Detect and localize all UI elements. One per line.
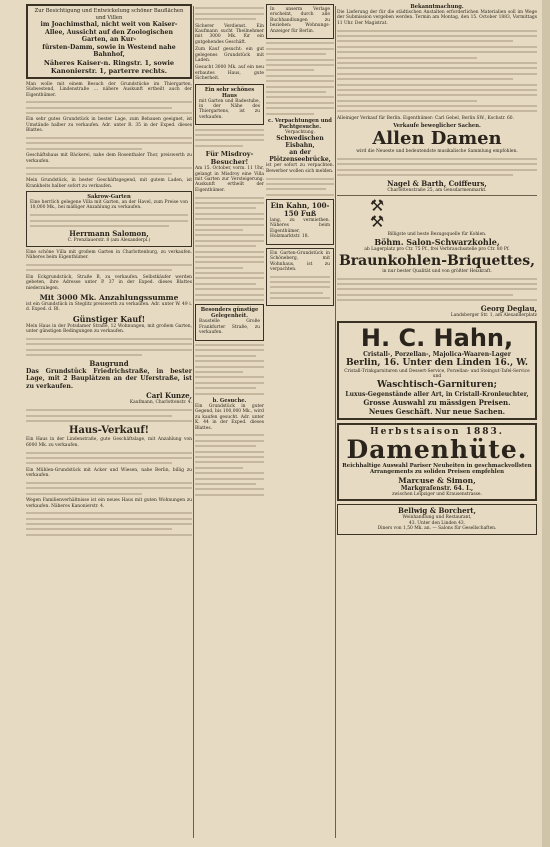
classified-ad: Mein Grundstück, in bester Geschäftsgegend, mit gutem Laden, ist Krankheits halber sofort zu verkaufen. <box>26 178 192 189</box>
ad-name: Marcuse & Simon, <box>398 476 476 485</box>
ad-headline: Böhm. Salon-Schwarzkohle, <box>374 237 500 248</box>
text-block <box>266 42 334 114</box>
page-edge <box>542 0 550 847</box>
ad-box-hahn <box>337 321 537 420</box>
ad-headline-allen-damen: Allen Damen <box>372 128 502 150</box>
ad-text: mit Garten und Badestube, in der Nähe des Thiergartens, ist zu verkaufen. <box>199 98 260 120</box>
ad-title: Günstiger Kauf! <box>72 313 146 324</box>
section-heading: Verkaufe beweglicher Sachen. <box>393 123 481 130</box>
text-block <box>195 434 264 495</box>
crossed-hammers-icon: ⚒ ⚒ <box>369 196 505 232</box>
ad-subtitle: Weinhandlung und Restaurant, <box>402 515 472 521</box>
ad-text: Billigste und beste Bezugsquelle für Kohlen. <box>387 232 487 238</box>
ad-box-kahn <box>266 199 334 245</box>
classified-ad: Ein Mühlen-Grundstück mit Acker und Wiesen, nahe Berlin, billig zu verkaufen. <box>26 467 192 479</box>
ad-box <box>266 4 334 39</box>
ad-headline: Waschtisch-Garnituren; <box>377 379 497 390</box>
text-block <box>195 344 264 395</box>
ad-text: Alleiniger Verkauf für Berlin. Eigenthümer: Carl Gebel, Berlin SW., Kochstr. 60. <box>337 115 514 121</box>
text-block <box>195 129 264 147</box>
header-ad-line: im Joachimsthal, nicht weit von Kaiser-Allee, Aussicht auf den Zoologischen Garten, an Kur- <box>40 21 178 44</box>
ad-name: Bellwig & Borchert, <box>398 506 476 516</box>
ad-text: Eine herrlich gelegene Villa mit Garten, an der Havel, zum Preise von 18,000 Mk., bei mäßiger Anzahlung zu verkaufen. <box>30 200 188 211</box>
ad-title: Ein Kahn, 100-150 Fuß <box>270 201 330 219</box>
ad-subtitle: Cristall-, Porzellan-, Majolica-Waaren-Lager <box>363 351 511 358</box>
ad-name: Georg Deglau, <box>480 303 537 313</box>
ad-title: Bekanntmachung. <box>410 4 464 10</box>
ad-text: Reichhaltige Auswahl Pariser Neuheiten in geschmackvollsten Arrangements zu soliden Preisen empfehlen <box>342 462 532 476</box>
ad-address: Landsberger Str. 1, am Alexanderplatz <box>450 312 537 318</box>
text-block <box>270 276 330 300</box>
ad-text: In unserm Verlage erscheint, durch alle Buchhandlungen zu beziehen: Wohnungs-Anzeiger für Berlin. <box>270 7 330 34</box>
ad-box-damenhuete <box>337 423 537 502</box>
column-rule <box>193 6 194 838</box>
ad-text: Baustelle Große Frankfurter Straße, zu verkaufen. <box>199 319 260 336</box>
header-ad-line: Näheres Kaiser-n. Ringstr. 1, sowie Kanonierstr. 1, parterre rechts. <box>43 58 175 75</box>
column-right <box>337 4 537 840</box>
text-block <box>26 452 192 465</box>
classified-ad: Eine schöne Villa mit großem Garten in Charlottenburg, zu verkaufen. Näheres beim Eigenthümer. <box>26 249 192 261</box>
ad-text: Ein Grundstück in guter Gegend, bis 100,000 Mk., wird zu kaufen gesucht. Adr. unter K. 44 in der Exped. dieses Blattes. <box>195 403 264 431</box>
ad-text: Am 15. October, vorm. 11 Uhr, gelangt in Misdroy eine Villa mit Garten zur Versteigerung. Auskunft ertheilt der Eigenthümer. <box>195 166 264 193</box>
ad-text: ist ein Grundstück in Steglitz preiswerth zu verkaufen. Adr. unter W. 49 i. d. Exped. d. Bl. <box>26 302 192 313</box>
ad-text: in nur bester Qualität und von größter Heizkraft. <box>382 268 492 274</box>
column-middle-right <box>266 4 334 840</box>
classified-ad: Sicherer Verdienst. Ein Kaufmann sucht Theilnehmer mit 3000 Mk. für ein gutgehendes Geschäft. <box>195 23 264 45</box>
ad-title: Besonders günstige Gelegenheit. <box>200 307 259 320</box>
ad-subtitle: Verpachtung. <box>285 129 315 135</box>
classified-ad: Ein sehr gutes Grundstück in bester Lage, zum Bebauen geeignet, ist Umstände halber zu verkaufen. Adr. unter R. 35 in der Exped. dieses Blattes. <box>26 117 192 134</box>
header-ad-line: fürsten-Damm, sowie in Westend nahe Bahnhof, <box>42 43 176 59</box>
text-block <box>26 409 192 422</box>
ad-title: Schwedischen Eisbahn, <box>276 135 324 150</box>
ad-box-sakrow <box>26 191 192 247</box>
text-block <box>26 512 192 536</box>
ad-text: ab Lagerplatz pro Ctr. 75 Pf., frei Verbrauchsstelle pro Ctr. 80 Pf. <box>364 247 510 253</box>
text-block <box>195 197 264 301</box>
ad-text: Die Lieferung der für die städtischen Anstalten erforderlichen Materialien soll im Wege der Submission vergeben werden. Termin am Montag, den 15. October 1883, Vormittags 11 Uhr. Der Magistrat. <box>337 10 537 26</box>
ad-text: Luxus-Gegenstände aller Art, in Cristall-Kronleuchter, <box>345 390 529 398</box>
ad-text: Neues Geschäft. Nur neue Sachen. <box>368 406 506 416</box>
text-block <box>26 137 192 150</box>
section-heading: c. Verpachtungen und Pachtgesuche. <box>268 117 332 130</box>
text-block <box>26 167 192 174</box>
ad-box <box>195 304 264 340</box>
column-rule <box>335 6 336 838</box>
classified-ad: Gesucht 3000 Mk. auf ein neu erbautes Haus, gute Sicherheit. <box>195 65 264 82</box>
header-ad-box <box>26 4 192 79</box>
ad-box <box>195 84 264 126</box>
ad-title: Sakrow-Garten <box>87 194 131 201</box>
ad-text: Mein Haus in der Potsdamer Straße, 12 Wohnungen, mit großem Garten, unter günstigen Bedingungen zu verkaufen. <box>26 323 192 335</box>
text-block <box>26 338 192 356</box>
ad-headline: Damenhüte. <box>346 434 528 464</box>
header-ad-line: Zur Besichtigung und Entwickelung schöner Bauflächen und Villen <box>34 8 184 21</box>
ad-address: Kaufmann, Charlottenstr. 4. <box>129 400 192 406</box>
ad-title: Mit 3000 Mk. Anzahlungssumme <box>39 293 179 303</box>
classified-ad: Man wolle mit einem Besuch der Grundstücke im Thiergarten, Südwestend, Lindenstraße ... nähere Auskunft ertheilt auch der Eigenthümer. <box>26 81 192 98</box>
ad-name: Carl Kunze, <box>146 391 192 401</box>
ad-headline: H. C. Hahn, <box>360 324 514 352</box>
ad-text: Cristall-Trinkgarnituren und Dessert-Service, Porzellan- und Steingut-Tafel-Service und <box>344 369 530 380</box>
ad-address: Charlottenstraße 25, am Gensdarmenmarkt. <box>387 187 487 193</box>
classified-ad: Wegen Familienverhältnisse ist ein neues Haus mit guten Wohnungen zu verkaufen. Näheres Kanonierstr. 4. <box>26 498 192 509</box>
ad-subtitle: Herbstsaison 1883. <box>370 426 504 437</box>
text-block <box>26 101 192 114</box>
ad-headline: Braunkohlen-Briquettes, <box>338 252 536 269</box>
ad-text: Grosse Auswahl zu mässigen Preisen. <box>363 397 511 407</box>
text-block <box>195 7 264 20</box>
ad-text: ist per sofort zu verpachten. Bewerber wollen sich melden. <box>266 163 334 174</box>
ad-address: C. Prenzlauerstr. 8 (am Alexanderpl.) <box>67 238 151 244</box>
ad-text: Ein Garten-Grundstück in Schöneberg, mit Wohnhaus, ist zu verpachten. <box>270 250 330 272</box>
text-block <box>337 158 537 176</box>
classified-ad: Ein Haus in der Lindenstraße, gute Geschäftslage, mit Anzahlung von 6000 Mk. zu verkaufen. <box>26 437 192 448</box>
ad-name: Nagel & Barth, Coiffeurs, <box>387 178 487 188</box>
ad-box-bellwig <box>337 504 537 534</box>
column-middle-left <box>195 4 264 840</box>
classified-ad: Zum Kauf gesucht: ein gut gelegenes Grundstück mit Laden. <box>195 47 264 63</box>
text-block <box>30 214 188 227</box>
text-block <box>26 482 192 495</box>
ad-address: 43. Unter den Linden 43. <box>408 520 466 526</box>
ad-title: Baugrund <box>89 358 129 368</box>
section-heading: b. Gesuche. <box>212 397 247 404</box>
text-block <box>26 264 192 271</box>
ad-text: Das Grundstück Friedrichstraße, in bester Lage, mit 2 Bauplätzen an der Uferstraße, ist zu verkaufen. <box>26 367 192 390</box>
ad-box <box>266 248 334 306</box>
ad-address: zwischen Leipziger und Krausenstrasse. <box>392 492 482 497</box>
text-block <box>266 178 334 196</box>
classified-ad: Ein Eckgrundstück, Straße B, zu verkaufen. Selbstkäufer werden gebeten, ihre Adresse unter P. 37 in der Exped. dieses Blattes niederzulegen. <box>26 274 192 291</box>
ad-title: Ein sehr schönes Haus <box>204 86 255 99</box>
ad-title: Für Misdroy-Besucher! <box>205 150 254 167</box>
text-block <box>337 30 537 113</box>
ad-name: Herrmann Salomon, <box>69 229 149 239</box>
ad-title: Haus-Verkauf! <box>68 425 150 437</box>
column-left <box>26 4 192 840</box>
ad-address: Berlin, 16. Unter den Linden 16., W. <box>345 358 529 368</box>
ad-text: lang, zu vermiethen. Näheres beim Eigenthümer, Holzmarktstr. 18. <box>270 218 330 240</box>
ad-text: Diners von 1,50 Mk. an. — Salons für Gesellschaften. <box>377 526 497 532</box>
text-block <box>337 278 537 302</box>
ad-text: wird die Neueste und bedeutendste musikalische Sammlung empfohlen. <box>356 149 518 155</box>
classified-ad: Geschäftshaus mit Bäckerei, nahe dem Rosenthaler Thor, preiswerth zu verkaufen. <box>26 153 192 164</box>
ad-address: Markgrafenstr. 64. I., <box>400 485 474 492</box>
ad-subtitle: an der Plötzenseebrücke, <box>269 149 331 164</box>
